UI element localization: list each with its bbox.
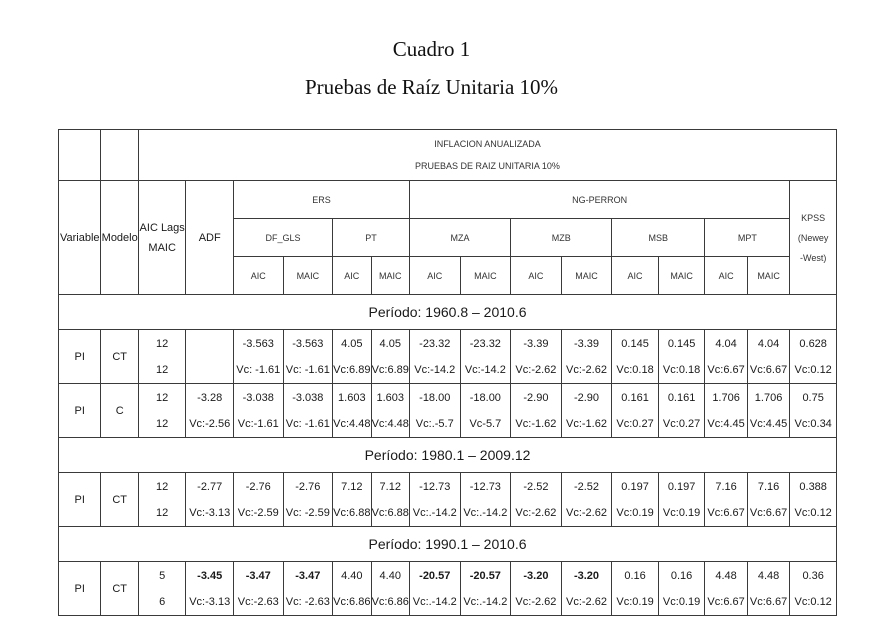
critical-value: Vc:.-5.7: [415, 417, 454, 430]
stat-cell: [705, 330, 747, 384]
statistic-value: 0.145: [667, 337, 696, 350]
critical-value: Vc:0.34: [794, 417, 832, 430]
statistic-value: 4.04: [715, 337, 737, 350]
statistic-value: 0.145: [621, 337, 649, 350]
stat-cell: [790, 330, 837, 384]
critical-value: Vc:.-14.2: [412, 506, 457, 519]
critical-value: Vc:.-14.2: [463, 506, 508, 519]
statistic-value: -23.32: [419, 337, 451, 350]
stat-cell: [371, 473, 409, 527]
critical-value: Vc: -1.61: [236, 363, 281, 376]
statistic-value: 4.40: [341, 569, 363, 582]
kpss-header: KPSS (Newey -West): [790, 181, 837, 295]
pt-header: PT: [333, 219, 410, 257]
critical-value: Vc:6.89: [371, 363, 409, 376]
critical-value: Vc:4.48: [371, 417, 409, 430]
statistic-value: 5: [159, 569, 166, 582]
stat-cell: [283, 473, 333, 527]
critical-value: Vc:0.19: [662, 506, 701, 519]
statistic-value: -3.20: [523, 569, 549, 582]
aic-column-header: AIC: [333, 257, 371, 295]
adf-cell: [186, 473, 234, 527]
critical-value: Vc:-2.59: [237, 506, 279, 519]
stat-cell: [283, 330, 333, 384]
stat-cell: [460, 384, 511, 438]
statistic-value: 0.197: [621, 480, 649, 493]
statistic-value: 1.706: [754, 391, 783, 404]
statistic-value: -2.52: [573, 480, 600, 493]
stat-cell: [561, 473, 612, 527]
stat-cell: [333, 330, 371, 384]
statistic-value: 0.197: [667, 480, 696, 493]
critical-value: Vc:-1.61: [237, 417, 279, 430]
critical-value: Vc:-14.2: [414, 363, 456, 376]
critical-value: Vc:-3.13: [189, 506, 231, 519]
period-row: [59, 527, 837, 562]
stat-cell: [561, 562, 612, 616]
statistic-value: 12: [156, 480, 169, 493]
mpt-header: MPT: [705, 219, 790, 257]
stat-cell: [371, 330, 409, 384]
stat-cell: [233, 384, 283, 438]
adf-cell: [186, 562, 234, 616]
critical-value: Vc:0.19: [616, 506, 654, 519]
statistic-value: -2.76: [295, 480, 321, 493]
statistic-value: 7.12: [379, 480, 401, 493]
df-gls-header: DF_GLS: [233, 219, 332, 257]
statistic-value: -3.20: [573, 569, 600, 582]
stat-cell: [658, 384, 705, 438]
critical-value: Vc:0.19: [662, 595, 701, 608]
stat-cell: [283, 384, 333, 438]
statistic-value: 4.48: [715, 569, 737, 582]
statistic-value: 0.388: [799, 480, 827, 493]
maic-column-header: MAIC: [747, 257, 789, 295]
critical-value: Vc:-2.62: [566, 595, 607, 608]
stat-cell: [561, 330, 612, 384]
statistic-value: 0.16: [624, 569, 646, 582]
modelo-cell: C: [101, 384, 138, 438]
aic-column-header: AIC: [511, 257, 562, 295]
critical-value: Vc:4.45: [707, 417, 745, 430]
table-row: [59, 473, 837, 527]
lags-cell: [138, 562, 186, 616]
statistic-value: 7.16: [757, 480, 780, 493]
critical-value: Vc:0.27: [616, 417, 654, 430]
critical-value: Vc:6.67: [749, 595, 788, 608]
critical-value: Vc:-2.62: [566, 506, 607, 519]
header-row-top: [59, 130, 837, 181]
variable-cell: PI: [59, 330, 101, 384]
table-header-title: [138, 130, 836, 181]
critical-value: 12: [156, 417, 169, 430]
stat-cell: [705, 384, 747, 438]
critical-value: Vc:.-14.2: [412, 595, 457, 608]
stat-cell: [511, 562, 562, 616]
critical-value: Vc:6.86: [333, 595, 371, 608]
stat-cell: [511, 330, 562, 384]
header-series-name: INFLACION ANUALIZADA: [434, 139, 541, 149]
stat-cell: [790, 473, 837, 527]
statistic-value: -12.73: [469, 480, 501, 493]
statistic-value: -3.28: [197, 391, 223, 404]
critical-value: Vc:6.88: [333, 506, 371, 519]
statistic-value: -3.39: [523, 337, 549, 350]
maic-column-header: MAIC: [283, 257, 333, 295]
statistic-value: -20.57: [419, 569, 451, 582]
table-number: Cuadro 1: [392, 37, 471, 61]
statistic-value: 1.603: [338, 391, 366, 404]
period-label: Período: 1990.1 – 2010.6: [59, 527, 837, 562]
maic-column-header: MAIC: [371, 257, 409, 295]
lags-cell: [138, 330, 186, 384]
critical-value: Vc:0.27: [662, 417, 701, 430]
aic-lags-header: AIC Lags MAIC: [138, 181, 186, 295]
lags-cell: [138, 473, 186, 527]
statistic-value: -3.563: [242, 337, 274, 350]
stat-cell: [371, 562, 409, 616]
statistic-value: 4.48: [757, 569, 780, 582]
statistic-value: 0.75: [802, 391, 824, 404]
ngperron-header: NG-PERRON: [409, 181, 789, 219]
stat-cell: [233, 562, 283, 616]
critical-value: Vc:6.89: [333, 363, 371, 376]
critical-value: Vc:-2.63: [237, 595, 279, 608]
adf-header: ADF: [186, 181, 234, 295]
critical-value: Vc:0.18: [662, 363, 701, 376]
critical-value: 12: [156, 506, 169, 519]
maic-column-header: MAIC: [561, 257, 612, 295]
statistic-value: -12.73: [419, 480, 451, 493]
lags-cell: [138, 384, 186, 438]
stat-cell: [460, 473, 511, 527]
stat-cell: [612, 330, 659, 384]
statistic-value: -18.00: [469, 391, 501, 404]
stat-cell: [658, 330, 705, 384]
variable-header: Variable: [59, 181, 101, 295]
maic-column-header: MAIC: [460, 257, 511, 295]
stat-cell: [612, 473, 659, 527]
stat-cell: [747, 473, 789, 527]
statistic-value: -3.47: [245, 569, 271, 582]
statistic-value: 0.36: [802, 569, 824, 582]
aic-column-header: AIC: [233, 257, 283, 295]
statistic-value: -2.90: [523, 391, 549, 404]
critical-value: Vc:4.45: [749, 417, 788, 430]
statistic-value: 4.04: [757, 337, 780, 350]
statistic-value: 7.12: [341, 480, 363, 493]
statistic-value: 12: [156, 337, 169, 350]
header-test-caption: PRUEBAS DE RAIZ UNITARIA 10%: [415, 161, 560, 171]
statistic-value: -2.52: [523, 480, 549, 493]
critical-value: Vc: -2.63: [285, 595, 330, 608]
stat-cell: [658, 562, 705, 616]
variable-cell: PI: [59, 384, 101, 438]
statistic-value: 7.16: [715, 480, 737, 493]
stat-cell: [790, 384, 837, 438]
statistic-value: -3.563: [292, 337, 324, 350]
table-title: Pruebas de Raíz Unitaria 10%: [304, 75, 559, 99]
critical-value: Vc: -1.61: [285, 363, 330, 376]
stat-cell: [333, 473, 371, 527]
period-label: Período: 1980.1 – 2009.12: [59, 438, 837, 473]
table-row: [59, 330, 837, 384]
aic-column-header: AIC: [409, 257, 460, 295]
stat-cell: [747, 330, 789, 384]
statistic-value: -3.47: [295, 569, 321, 582]
statistic-value: 0.161: [667, 391, 696, 404]
critical-value: Vc:-14.2: [464, 363, 506, 376]
critical-value: Vc:6.67: [749, 506, 788, 519]
critical-value: Vc:6.67: [707, 506, 745, 519]
statistic-value: -2.90: [573, 391, 600, 404]
stat-cell: [747, 562, 789, 616]
statistic-value: -3.39: [573, 337, 600, 350]
critical-value: Vc:4.48: [333, 417, 371, 430]
stat-cell: [612, 562, 659, 616]
statistic-value: -3.038: [242, 391, 274, 404]
critical-value: Vc:6.67: [707, 363, 745, 376]
header-row-groups: [59, 181, 837, 219]
critical-value: Vc:-2.62: [515, 363, 557, 376]
stat-cell: [333, 562, 371, 616]
statistic-value: -2.77: [197, 480, 223, 493]
stat-cell: [409, 384, 460, 438]
stat-cell: [409, 562, 460, 616]
stat-cell: [705, 562, 747, 616]
stat-cell: [460, 562, 511, 616]
critical-value: Vc:-2.62: [515, 506, 557, 519]
aic-column-header: AIC: [705, 257, 747, 295]
critical-value: Vc:-2.56: [189, 417, 231, 430]
variable-cell: PI: [59, 473, 101, 527]
stat-cell: [460, 330, 511, 384]
stat-cell: [233, 330, 283, 384]
stat-cell: [409, 473, 460, 527]
critical-value: Vc:.-14.2: [463, 595, 508, 608]
critical-value: Vc: -2.59: [285, 506, 330, 519]
statistic-value: 0.628: [799, 337, 827, 350]
critical-value: 12: [156, 363, 169, 376]
critical-value: Vc:-1.62: [566, 417, 607, 430]
statistic-value: -18.00: [419, 391, 451, 404]
statistic-value: 1.706: [712, 391, 740, 404]
stat-cell: [747, 384, 789, 438]
critical-value: Vc:0.12: [794, 363, 832, 376]
statistic-value: -2.76: [245, 480, 271, 493]
critical-value: Vc:0.12: [794, 595, 832, 608]
critical-value: Vc:0.19: [616, 595, 654, 608]
stat-cell: [233, 473, 283, 527]
critical-value: Vc:-2.62: [515, 595, 557, 608]
critical-value: Vc:6.86: [371, 595, 409, 608]
stat-cell: [283, 562, 333, 616]
variable-cell: PI: [59, 562, 101, 616]
critical-value: Vc:-2.62: [566, 363, 607, 376]
modelo-cell: CT: [101, 473, 138, 527]
table-row: [59, 384, 837, 438]
critical-value: Vc-5.7: [469, 417, 502, 430]
critical-value: Vc:6.88: [371, 506, 409, 519]
mzb-header: MZB: [511, 219, 612, 257]
critical-value: Vc:0.12: [794, 506, 832, 519]
critical-value: Vc:0.18: [616, 363, 654, 376]
stat-cell: [511, 384, 562, 438]
critical-value: Vc:6.67: [707, 595, 745, 608]
stat-cell: [409, 330, 460, 384]
table-row: [59, 562, 837, 616]
stat-cell: [790, 562, 837, 616]
stat-cell: [371, 384, 409, 438]
stat-cell: [561, 384, 612, 438]
mza-header: MZA: [409, 219, 510, 257]
adf-cell: [186, 384, 234, 438]
stat-cell: [658, 473, 705, 527]
modelo-header: Modelo: [101, 181, 138, 295]
statistic-value: -23.32: [469, 337, 501, 350]
statistic-value: -3.45: [197, 569, 223, 582]
modelo-cell: CT: [101, 330, 138, 384]
statistic-value: 4.40: [379, 569, 401, 582]
period-row: [59, 295, 837, 330]
stat-cell: [705, 473, 747, 527]
msb-header: MSB: [612, 219, 705, 257]
stat-cell: [333, 384, 371, 438]
statistic-value: 4.05: [341, 337, 363, 350]
modelo-cell: CT: [101, 562, 138, 616]
critical-value: 6: [159, 595, 166, 608]
statistic-value: 12: [156, 391, 169, 404]
maic-column-header: MAIC: [658, 257, 705, 295]
statistic-value: 0.161: [621, 391, 649, 404]
critical-value: Vc:-3.13: [189, 595, 231, 608]
aic-column-header: AIC: [612, 257, 659, 295]
critical-value: Vc:6.67: [749, 363, 788, 376]
critical-value: Vc:-1.62: [515, 417, 557, 430]
unit-root-table: [58, 129, 837, 616]
period-label: Período: 1960.8 – 2010.6: [59, 295, 837, 330]
statistic-value: 4.05: [379, 337, 401, 350]
ers-header: ERS: [233, 181, 409, 219]
adf-cell: [186, 330, 234, 384]
statistic-value: 0.16: [670, 569, 693, 582]
statistic-value: -3.038: [292, 391, 324, 404]
period-row: [59, 438, 837, 473]
stat-cell: [511, 473, 562, 527]
critical-value: Vc: -1.61: [285, 417, 330, 430]
stat-cell: [612, 384, 659, 438]
statistic-value: 1.603: [376, 391, 405, 404]
statistic-value: -20.57: [469, 569, 501, 582]
